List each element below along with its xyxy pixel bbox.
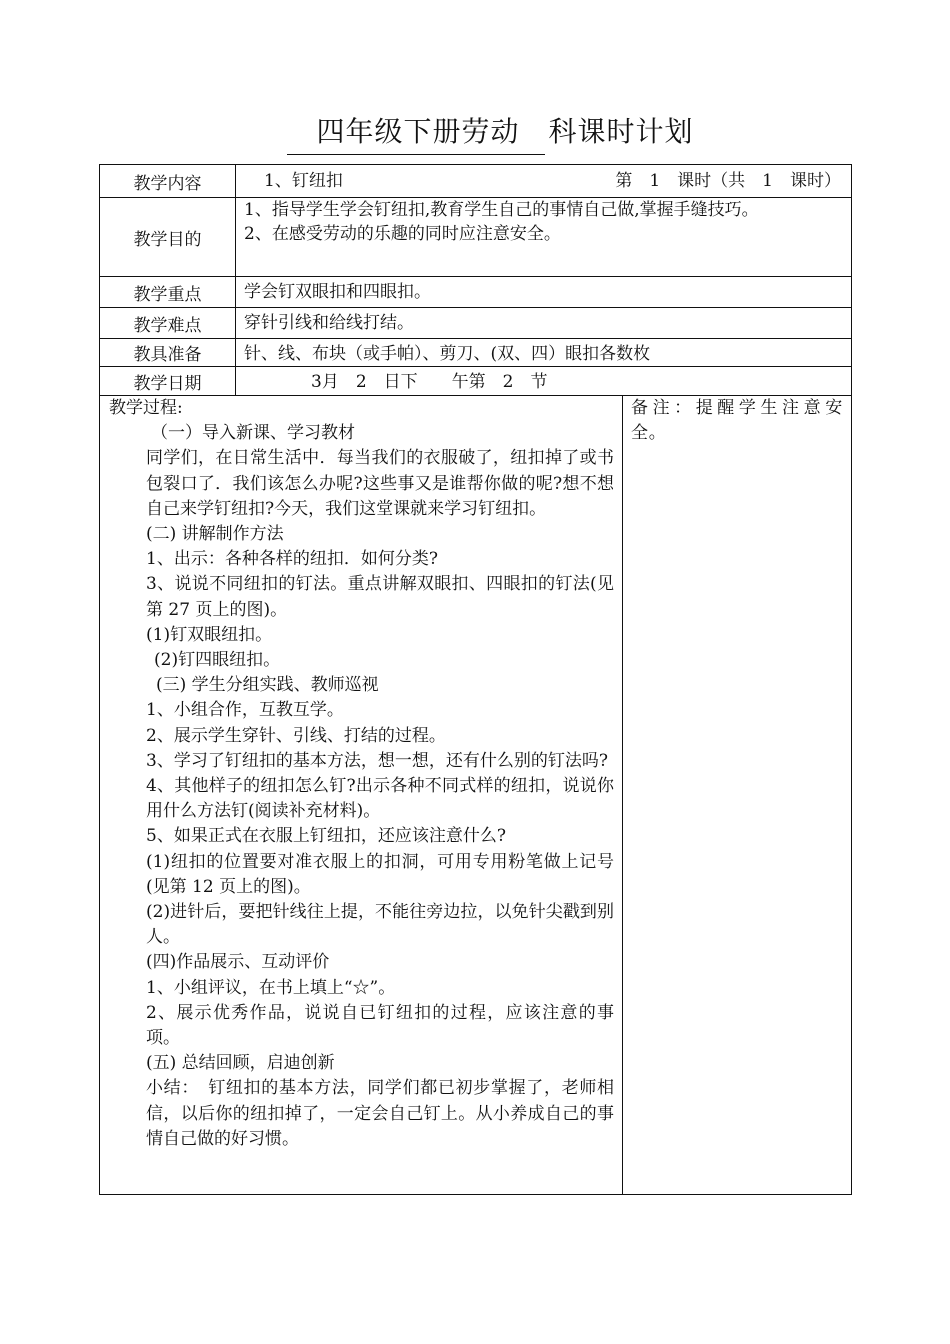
date-cell: [236, 367, 852, 396]
process-paragraph: 3、学习了钉纽扣的基本方法，想一想，还有什么别的钉法吗?: [146, 750, 608, 771]
process-cell: [100, 396, 623, 1195]
process-paragraph: 1、小组合作，互教互学。: [146, 700, 344, 721]
process-paragraph: (2)进针后，要把针线往上提，不能往旁边拉，以免针尖戳到别人。: [146, 902, 614, 948]
content-label: 教学内容: [100, 165, 236, 198]
difficulty-value: 穿针引线和给线打结。: [236, 308, 852, 339]
row-difficulty: [100, 308, 852, 339]
goal-line-1: 1、指导学生学会钉纽扣,教育学生自己的事情自己做,掌握手缝技巧。: [244, 200, 759, 220]
process-paragraph: 小结： 钉纽扣的基本方法，同学们都已初步掌握了，老师相信，以后你的纽扣掉了，一定会自己钉上。从小养成自己的事情自己做的好习惯。: [146, 1078, 614, 1149]
remark-cell: 备注：提醒学生注意安全。: [623, 396, 852, 1195]
content-value: 1、钉纽扣: [264, 171, 343, 191]
key-label: 教学重点: [100, 277, 236, 308]
content-cell: [236, 165, 852, 198]
goal-label: 教学目的: [100, 198, 236, 277]
process-section-3: (三) 学生分组实践、教师巡视: [156, 675, 379, 696]
row-tools: [100, 339, 852, 367]
row-goal: [100, 198, 852, 277]
process-section-5: (五) 总结回顾，启迪创新: [146, 1053, 335, 1074]
process-section-2: (二) 讲解制作方法: [146, 524, 284, 545]
process-paragraph: 1、出示：各种各样的纽扣．如何分类?: [146, 549, 438, 570]
process-paragraph: 3、说说不同纽扣的钉法。重点讲解双眼扣、四眼扣的钉法(见第 27 页上的图)。: [146, 574, 614, 620]
row-key: [100, 277, 852, 308]
process-label: 教学过程:: [109, 398, 183, 418]
goal-cell: [236, 198, 852, 277]
process-paragraph: 1、小组评议，在书上填上“☆”。: [146, 977, 396, 998]
title-underline: [287, 154, 545, 155]
page-title: 四年级下册劳动 科课时计划: [316, 115, 694, 148]
process-section-4: (四)作品展示、互动评价: [146, 952, 330, 973]
lesson-plan-table: [99, 164, 852, 1195]
process-section-1: （一）导入新课、学习教材: [151, 423, 355, 444]
date-label: 教学日期: [100, 367, 236, 396]
tools-value: 针、线、布块（或手帕）、剪刀、(双、四）眼扣各数枚: [236, 339, 852, 367]
process-paragraph: (1)纽扣的位置要对准衣服上的扣洞，可用专用粉笔做上记号(见第 12 页上的图)。: [146, 851, 614, 897]
difficulty-label: 教学难点: [100, 308, 236, 339]
process-paragraph: (1)钉双眼纽扣。: [146, 624, 273, 645]
row-content: [100, 165, 852, 198]
process-paragraph: 2、展示学生穿针、引线、打结的过程。: [146, 725, 446, 746]
goal-line-2: 2、在感受劳动的乐趣的同时应注意安全。: [244, 224, 561, 244]
tools-label: 教具准备: [100, 339, 236, 367]
process-paragraph: (2)钉四眼纽扣。: [154, 650, 281, 671]
process-paragraph: 2、展示优秀作品，说说自已钉纽扣的过程，应该注意的事项。: [146, 1002, 614, 1049]
row-process: [100, 396, 852, 1195]
row-date: [100, 367, 852, 396]
date-value: 3月 2 日下 午第 2 节: [311, 372, 548, 392]
lesson-count: 第 1 课时（共 1 课时）: [615, 171, 841, 191]
process-paragraph: 同学们，在日常生活中．每当我们的衣服破了，纽扣掉了或书包裂口了．我们该怎么办呢?这些事又是谁帮你做的呢?想不想自己来学钉纽扣?今天，我们这堂课就来学习钉纽扣。: [146, 448, 614, 519]
process-paragraph: 4、其他样子的纽扣怎么钉?出示各种不同式样的纽扣，说说你用什么方法钉(阅读补充材料)。: [146, 776, 614, 822]
process-paragraph: 5、如果正式在衣服上钉纽扣，还应该注意什么?: [146, 826, 506, 847]
key-value: 学会钉双眼扣和四眼扣。: [236, 277, 852, 308]
